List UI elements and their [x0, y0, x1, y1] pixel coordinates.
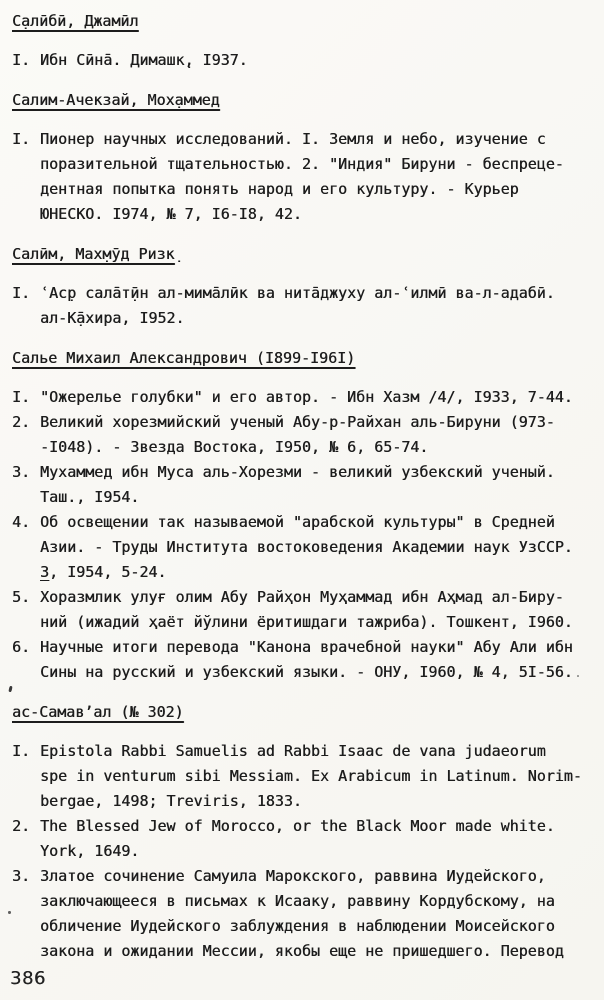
bibliography-entry [12, 460, 590, 510]
entry-line: ний (ижадий ҳаёт йўлини ёритишдаги тажриба). Тошкент, I960. [40, 613, 573, 631]
bibliography-section [12, 88, 590, 227]
entry-line: дентная попытка понять народ и его культуру. - Курьер [40, 180, 519, 198]
entry-line: Златое сочинение Самуила Марокского, раввина Иудейского, [40, 867, 546, 885]
entry-line: обличение Иудейского заблуждения в наблюдении Моисейского [40, 917, 555, 935]
entry-number: I. [12, 51, 31, 69]
bibliography-entry [12, 635, 590, 685]
entry-lines [40, 510, 590, 585]
underlined-text: 3 [40, 563, 50, 581]
entry-line: Мухаммед ибн Муса аль-Хорезми - великий узбекский ученый. [40, 463, 555, 481]
bibliography-entry [12, 814, 590, 864]
entry-line: Ибн Сӣна̄. Димашк̣, I937. [40, 51, 248, 69]
bibliography-section [12, 242, 590, 331]
bibliography-section [12, 700, 590, 964]
bibliography-entry [12, 281, 590, 331]
entry-line: Хоразмлик улуғ олим Абу Райҳон Муҳаммад ибн Аҳмад ал-Биру- [40, 588, 564, 606]
bibliography-entry [12, 864, 590, 964]
entry-line: заключающееся в письмах к Исааку, раввину Кордубскому, на [40, 892, 555, 910]
bibliography-section [12, 9, 590, 73]
section-heading: Салӣм, Мах̣мӯд Ризк̣ [12, 245, 175, 263]
bibliography-entry [12, 385, 590, 410]
entry-line: bergae, 1498; Treviris, 1833. [40, 792, 302, 810]
bibliography-entry [12, 127, 590, 227]
entry-line: закона и ожидании Мессии, якобы еще не пришедшего. Перевод [40, 942, 564, 960]
section-heading: Салим-Ачекзай, Мох̣аммед [12, 91, 220, 109]
entry-number: 5. [12, 588, 31, 606]
entry-line: Epistola Rabbi Samuelis ad Rabbi Isaac de vana judaeorum [40, 742, 546, 760]
entry-line: Научные итоги перевода "Канона врачебной науки" Абу Али ибн [40, 638, 573, 656]
bibliography-entry [12, 410, 590, 460]
entry-lines [40, 460, 590, 510]
entry-line: Азии. - Труды Института востоковедения Академии наук УзССР. [40, 538, 573, 556]
entry-lines [40, 385, 590, 410]
entry-number: 2. [12, 413, 31, 431]
bibliography-entry [12, 585, 590, 635]
entry-number: I. [12, 284, 31, 302]
entry-line-rest: , I954, 5-24. [49, 563, 167, 581]
entry-lines [40, 864, 590, 964]
entry-line: ʿАс̣р сала̄т̣ӣн ал-мима̄лӣк ва нита̄джуху ал-ʿилмӣ ва-л-адабӣ. [40, 284, 555, 302]
entry-lines [40, 739, 590, 814]
entry-line: The Blessed Jew of Morocco, or the Black Moor made white. [40, 817, 555, 835]
entry-line [40, 560, 590, 585]
entry-number: 3. [12, 867, 31, 885]
entry-line: Об освещении так называемой "арабской культуры" в Средней [40, 513, 555, 531]
page-number: 386 [10, 968, 46, 989]
entry-lines [40, 635, 590, 685]
entry-line: York, 1649. [40, 842, 140, 860]
entry-lines [40, 814, 590, 864]
entry-lines [40, 585, 590, 635]
bibliography-entry [12, 48, 590, 73]
scan-speck [8, 911, 11, 914]
entry-line: "Ожерелье голубки" и его автор. - Ибн Хазм /4/, I933, 7-44. [40, 388, 573, 406]
section-heading: С̣алӣбӣ, Джамӣл [12, 12, 139, 30]
entry-line: ЮНЕСКО. I974, № 7, I6-I8, 42. [40, 205, 302, 223]
scan-speck [577, 675, 579, 677]
bibliography-entry [12, 510, 590, 585]
entry-lines [40, 281, 590, 331]
entry-number: 6. [12, 638, 31, 656]
section-heading: Салье Михаил Александрович (I899-I96I) [12, 349, 356, 367]
entry-lines [40, 127, 590, 227]
bibliography-section [12, 346, 590, 685]
entry-number: 4. [12, 513, 31, 531]
entry-line: поразительной тщательностью. 2. "Индия" Бируни - беспреце- [40, 155, 564, 173]
section-heading: ас-Самавʼал (№ 302) [12, 703, 184, 721]
entry-line: ал-К̣а̄хира, I952. [40, 309, 185, 327]
entry-line: Пионер научных исследований. I. Земля и небо, изучение с [40, 130, 546, 148]
entry-number: 2. [12, 817, 31, 835]
entry-lines [40, 48, 590, 73]
entry-number: I. [12, 130, 31, 148]
entry-number: 3. [12, 463, 31, 481]
entry-line: spe in venturum sibi Messiam. Ex Arabicum in Latinum. Norim- [40, 767, 582, 785]
entry-line: Великий хорезмийский ученый Абу-р-Райхан аль-Бируни (973- [40, 413, 555, 431]
entry-line: -I048). - Звезда Востока, I950, № 6, 65-74. [40, 438, 429, 456]
entry-line: Сины на русский и узбекский языки. - ОНУ, I960, № 4, 5I-56. [40, 663, 573, 681]
entry-line: Таш., I954. [40, 488, 140, 506]
entry-number: I. [12, 388, 31, 406]
entry-lines [40, 410, 590, 460]
entry-number: I. [12, 742, 31, 760]
bibliography-entry [12, 739, 590, 814]
